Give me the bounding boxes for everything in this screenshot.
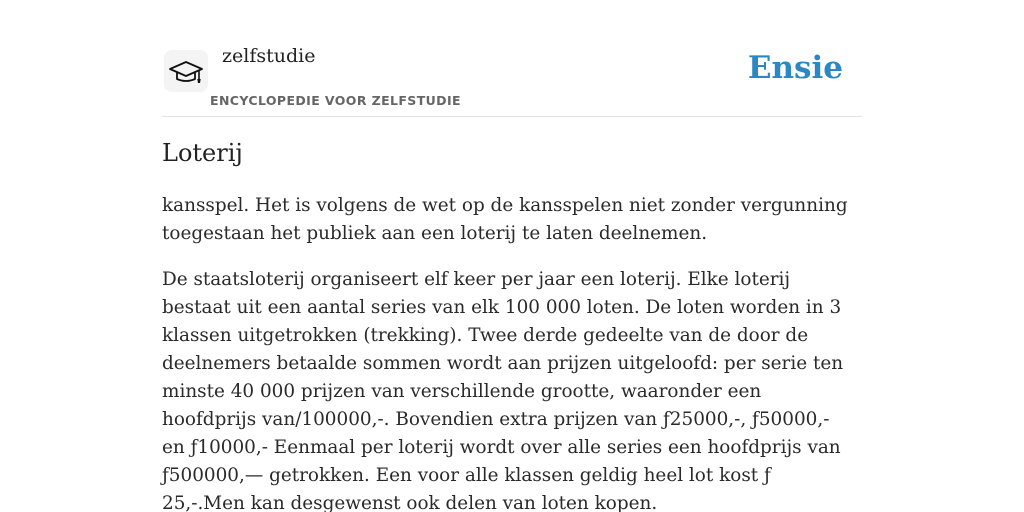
article-body: [162, 192, 852, 512]
brand-logo-link[interactable]: Ensie: [747, 50, 843, 86]
site-header: [162, 0, 862, 117]
site-name[interactable]: zelfstudie: [222, 45, 316, 67]
site-logo[interactable]: [164, 50, 208, 92]
article-title: Loterij: [162, 139, 243, 167]
graduation-cap-icon: [164, 50, 208, 92]
article-paragraph: kansspel. Het is volgens de wet op de kansspelen niet zonder vergunning toegestaan het publiek aan een loterij te laten deelnemen.: [162, 195, 848, 244]
article-paragraph: De staatsloterij organiseert elf keer per jaar een loterij. Elke loterij bestaat uit een aantal series van elk 100 000 loten. De loten worden in 3 klassen uitgetrokken (trekking). Twee derde gedeelte van de door de deelnemers betaalde sommen wordt aan prijzen uitgeloofd: per serie ten minste 40 000 prijzen van verschillende grootte, waaronder een hoofdprijs van/100000,-. Bovendien extra prijzen van ƒ25000,-, ƒ50000,- en ƒ10000,- Eenmaal per loterij wordt over alle series een hoofdprijs van ƒ500000,— getrokken. Een voor alle klassen geldig heel lot kost ƒ 25,-.Men kan desgewenst ook delen van loten kopen.: [162, 269, 844, 512]
site-tagline: ENCYCLOPEDIE VOOR ZELFSTUDIE: [210, 93, 461, 108]
